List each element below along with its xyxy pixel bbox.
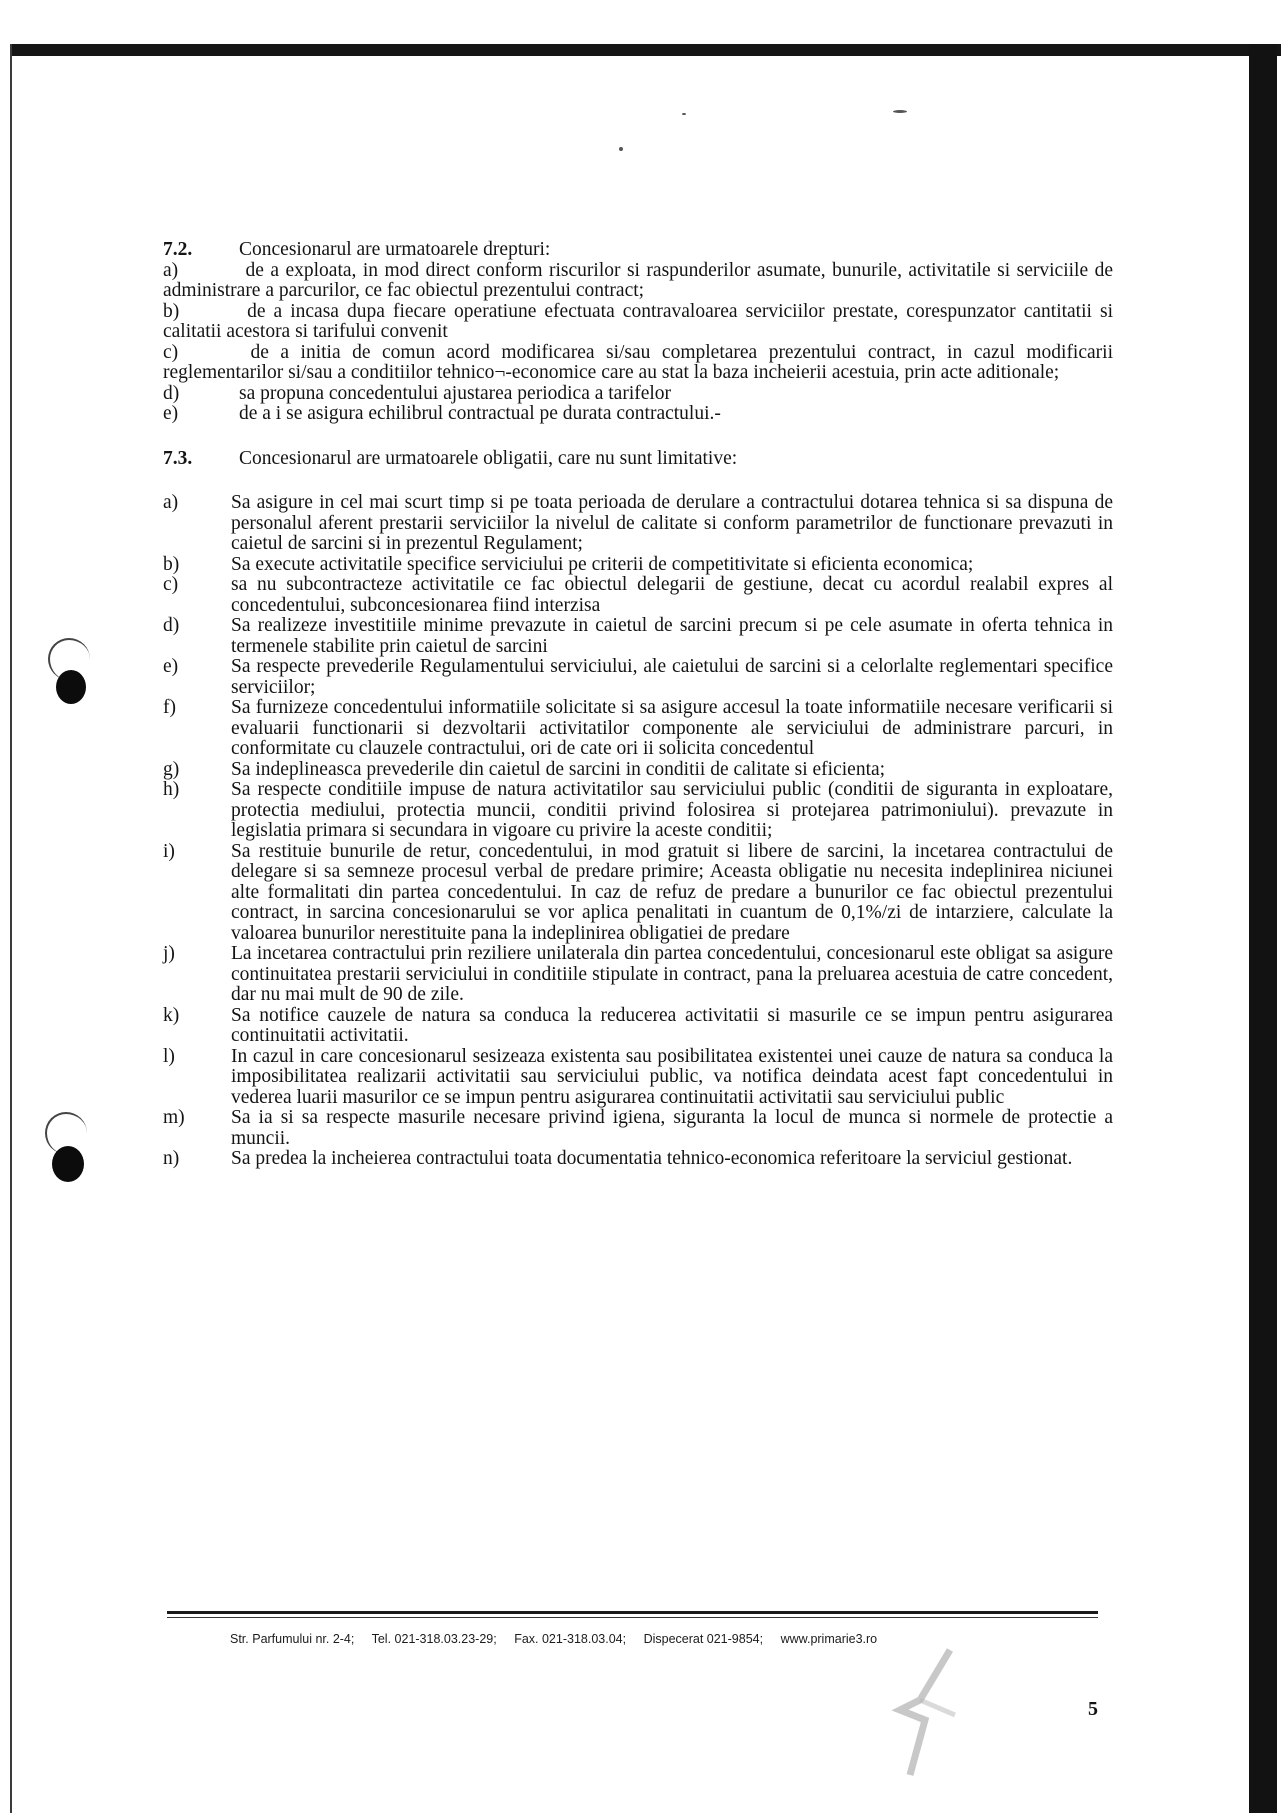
section-number: 7.2. [163, 239, 193, 260]
list-item [163, 404, 1113, 425]
list-item [163, 261, 1113, 302]
scan-speck [682, 113, 686, 115]
item-text: Sa indeplineasca prevederile din caietul de sarcini in conditii de calitate si eficienta; [231, 758, 886, 780]
item-label: k) [163, 1004, 180, 1026]
list-item [163, 343, 1113, 384]
item-text: de a exploata, in mod direct conform riscurilor si raspunderilor asumate, bunurile, activitatile si serviciile de administrare a parcurilor, ce fac obiectul prezentului contract; [163, 259, 1113, 301]
item-label: m) [163, 1107, 185, 1128]
item-label: e) [163, 403, 179, 424]
scan-left-edge [10, 44, 12, 1813]
item-label: a) [163, 259, 179, 281]
document-body [163, 240, 1113, 1170]
item-label: d) [163, 615, 180, 636]
item-label: c) [163, 341, 179, 363]
item-text: Sa execute activitatile specifice serviciului pe criterii de competitivitate si eficienta economica; [231, 553, 974, 575]
section-heading-7-3 [163, 449, 1113, 470]
list-item [163, 493, 1113, 555]
list-item [163, 657, 1113, 698]
list-item [163, 1006, 1113, 1047]
scan-speck [893, 110, 907, 113]
list-item [163, 780, 1113, 842]
item-label: j) [163, 943, 175, 964]
footer-rule-thin [167, 1617, 1098, 1618]
list-item [163, 616, 1113, 657]
item-text: Sa notifice cauzele de natura sa conduca la reducerea activitatii si masurile ce se impun pentru asigurarea continuitatii activitatii. [231, 1004, 1113, 1046]
section-title: Concesionarul are urmatoarele obligatii, care nu sunt limitative: [239, 447, 738, 469]
punch-hole [52, 1146, 84, 1182]
scan-right-border [1249, 44, 1277, 1813]
item-label: e) [163, 656, 179, 677]
list-item [163, 1047, 1113, 1109]
item-label: d) [163, 382, 180, 404]
item-text: de a i se asigura echilibrul contractual pe durata contractului.- [239, 403, 721, 424]
item-label: b) [163, 300, 180, 322]
list-item [163, 1149, 1113, 1170]
item-text: La incetarea contractului prin reziliere unilaterala din partea concedentului, concesionarul este obligat sa asigure continuitatea prestarii serviciului in conditiile stipulate in contract, pana la preluarea acestuia de catre concedent, dar nu mai mult de 90 de zile. [231, 943, 1113, 1005]
list-item [163, 698, 1113, 760]
punch-hole [56, 670, 86, 704]
item-text: de a incasa dupa fiecare operatiune efectuata contravaloarea serviciilor prestate, corespunzator cantitatii si calitatii acestora si tarifului convenit [163, 300, 1113, 342]
item-text: Sa realizeze investitiile minime prevazute in caietul de sarcini precum si pe cele asumate in oferta tehnica in termenele stabilite prin caietul de sarcini [231, 615, 1113, 657]
list-item [163, 760, 1113, 781]
item-label: i) [163, 840, 175, 862]
item-text: de a initia de comun acord modificarea si/sau completarea prezentului contract, in cazul modificarii reglementarilor si/sau a conditiilor tehnico¬-economice care au stat la baza incheierii acestuia, prin acte aditionale; [163, 341, 1113, 383]
ink-smudge [880, 1640, 990, 1780]
item-text: Sa furnizeze concedentului informatiile solicitate si sa asigure accesul la toate informatiile necesare verificarii si evaluarii functionarii si dezvoltarii activitatilor componente ale serviciului de administrare parcuri, in conformitate cu clauzele contractului, ori de cate ori ii solicita concedentul [231, 697, 1113, 759]
item-text: Sa restituie bunurile de retur, concedentului, in mod gratuit si libere de sarcini, la incetarea contractului de delegare si sa semneze procesul verbal de predare primire; Aceasta obligatie nu necesita indeplinirea niciunei alte formalitati din partea concedentului. In caz de refuz de predare a bunurilor ce fac obiectul prezentului contract, in sarcina concesionarului se vor aplica penalitati in cuantum de 0,1%/zi de intarziere, calculate la valoarea bunurilor nerestituite pana la indeplinirea obligatiei de predare [231, 840, 1113, 944]
item-text: sa nu subcontracteze activitatile ce fac obiectul delegarii de gestiune, decat cu acordul realabil expres al concedentului, subconcesionarea fiind interzisa [231, 574, 1113, 616]
list-item [163, 302, 1113, 343]
item-label: l) [163, 1045, 175, 1067]
item-text: Sa respecte conditiile impuse de natura activitatilor sau serviciului public (conditii de siguranta in exploatare, protectia mediului, protectia muncii, conditii privind folosirea si protejarea patrimoniului). prevazute in legislatia primara si secundara in vigoare cu privire la aceste conditii; [231, 779, 1113, 841]
list-item [163, 555, 1113, 576]
list-item [163, 384, 1113, 405]
footer-address: Str. Parfumului nr. 2-4; [230, 1632, 355, 1646]
item-label: n) [163, 1148, 180, 1169]
footer-fax: Fax. 021-318.03.04; [514, 1632, 627, 1646]
scan-speck [619, 147, 623, 151]
item-text: Sa ia si sa respecte masurile necesare privind igiena, siguranta la locul de munca si normele de protectie a muncii. [231, 1107, 1113, 1149]
item-label: c) [163, 574, 179, 595]
item-text: Sa predea la incheierea contractului toata documentatia tehnico-economica referitoare la serviciul gestionat. [231, 1148, 1073, 1169]
footer-tel: Tel. 021-318.03.23-29; [371, 1632, 497, 1646]
item-label: g) [163, 758, 180, 780]
section-number: 7.3. [163, 447, 193, 469]
list-item [163, 1108, 1113, 1149]
item-label: f) [163, 697, 176, 718]
list-item [163, 842, 1113, 945]
item-text: In cazul in care concesionarul sesizeaza existenta sau posibilitatea existentei unei cauze de natura sa conduca la imposibilitatea realizarii activitatii sau serviciului public, va notifica deindata acest fapt concedentului in vederea luarii masurilor ce se impun pentru asigurarea continuitatii activitatii sau serviciului public [231, 1045, 1113, 1108]
page-number: 5 [1088, 1698, 1098, 1720]
list-item [163, 944, 1113, 1006]
item-label: b) [163, 553, 180, 575]
footer-dispatch: Dispecerat 021-9854; [643, 1632, 764, 1646]
section-heading-7-2 [163, 240, 1113, 261]
item-text: sa propuna concedentului ajustarea periodica a tarifelor [239, 382, 672, 404]
footer-contact [230, 1632, 1130, 1646]
item-text: Sa respecte prevederile Regulamentului serviciului, ale caietului de sarcini si a celorlalte reglementari specifice serviciilor; [231, 656, 1113, 698]
section-title: Concesionarul are urmatoarele drepturi: [239, 239, 551, 260]
item-label: a) [163, 492, 179, 513]
item-text: Sa asigure in cel mai scurt timp si pe toata perioada de derulare a contractului dotarea tehnica si sa dispuna de personalul aferent prestarii serviciilor la nivelul de calitate si conform parametrilor de functionare prevazuti in caietul de sarcini si in prezentul Regulament; [231, 492, 1113, 554]
item-label: h) [163, 779, 180, 800]
scan-top-border [10, 44, 1281, 56]
footer-rule-thick [167, 1611, 1098, 1614]
list-item [163, 575, 1113, 616]
footer-website: www.primarie3.ro [780, 1632, 878, 1646]
